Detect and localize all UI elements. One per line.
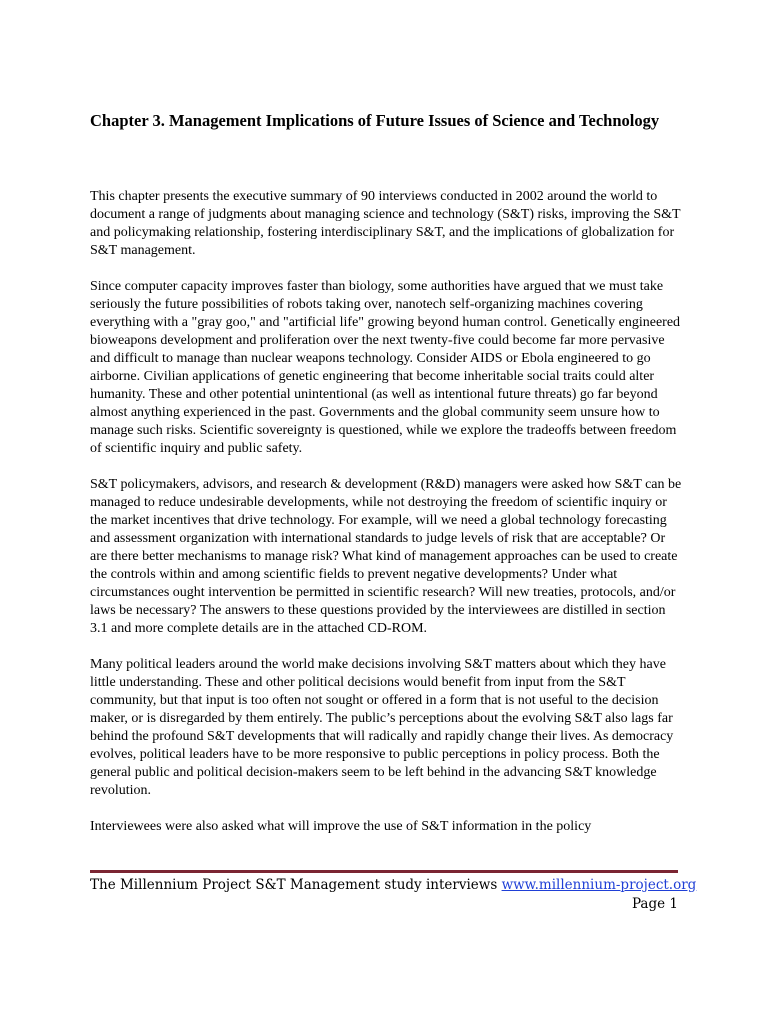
footer-divider xyxy=(90,870,678,873)
paragraph-policymakers: S&T policymakers, advisors, and research & development (R&D) managers were asked how S&T can be managed to reduce undesirable developments, while not destroying the freedom of scientific inquiry or the market incentives that drive technology. For example, will we need a global technology forecasting and assessment organization with international standards to judge levels of risk that are acceptable? Or are there better mechanisms to manage risk? What kind of management approaches can be used to create the controls within and among scientific fields to prevent negative developments? Under what circumstances ought intervention be permitted in scientific research? Will new treaties, protocols, and/or laws be necessary? The answers to these questions provided by the interviewees are distilled in section 3.1 and more complete details are in the attached CD-ROM. xyxy=(90,477,682,636)
page-number: Page 1 xyxy=(631,896,678,912)
footer-line xyxy=(90,876,697,895)
paragraph-interviewees: Interviewees were also asked what will improve the use of S&T information in the policy xyxy=(90,819,592,834)
paragraph-risks: Since computer capacity improves faster than biology, some authorities have argued that we must take seriously the future possibilities of robots taking over, nanotech self-organizing machines covering everything with a "gray goo," and "artificial life" growing beyond human control. Genetically engineered bioweapons development and proliferation over the next twenty-five could become far more pervasive and difficult to manage than nuclear weapons technology. Consider AIDS or Ebola engineered to go airborne. Civilian applications of genetic engineering that become inheritable social traits could alter humanity. These and other potential unintentional (as well as intentional future threats) go far beyond almost anything experienced in the past. Governments and the global community seem unsure how to manage such risks. Scientific sovereignty is questioned, while we explore the tradeoffs between freedom of scientific inquiry and public safety. xyxy=(90,279,681,456)
footer-website-link[interactable]: www.millennium-project.org xyxy=(501,877,697,893)
document-body xyxy=(90,188,684,836)
chapter-heading: Chapter 3. Management Implications of Future Issues of Science and Technology xyxy=(90,111,660,130)
footer-text: The Millennium Project S&T Management study interviews xyxy=(90,877,502,893)
paragraph-political-leaders: Many political leaders around the world make decisions involving S&T matters about which they have little understanding. These and other political decisions would benefit from input from the S&T community, but that input is too often not sought or offered in a form that is not useful to the decision maker, or is disregarded by them entirely. The public’s perceptions about the evolving S&T also lags far behind the profound S&T developments that will radically and rapidly change their lives. As democracy evolves, political leaders have to be more responsive to public perceptions in policy process. Both the general public and political decision-makers seem to be left behind in the advancing S&T knowledge revolution. xyxy=(90,657,674,798)
page-footer xyxy=(90,876,697,914)
paragraph-intro: This chapter presents the executive summary of 90 interviews conducted in 2002 around the world to document a range of judgments about managing science and technology (S&T) risks, improving the S&T and policymaking relationship, fostering interdisciplinary S&T, and the implications of globalization for S&T management. xyxy=(90,189,681,258)
